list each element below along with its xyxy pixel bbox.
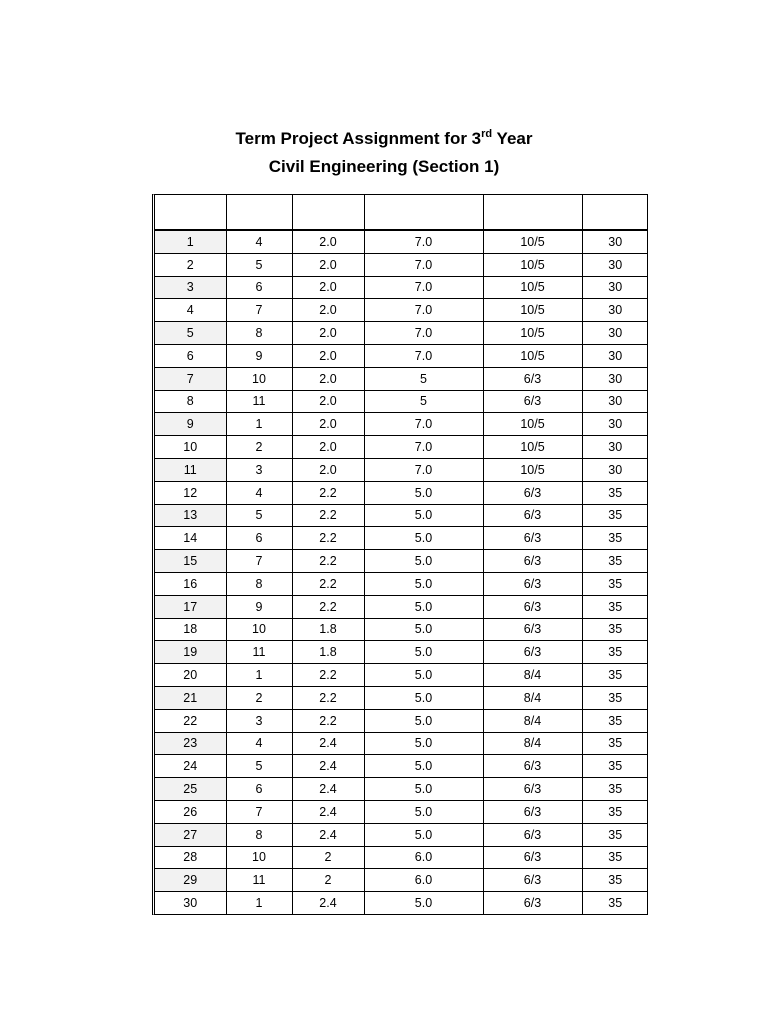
table-cell: 2.4 — [292, 778, 364, 801]
table-cell: 2.0 — [292, 299, 364, 322]
table-row — [155, 755, 648, 778]
table-cell: 35 — [582, 869, 648, 892]
row-number-cell: 23 — [155, 732, 226, 755]
table-cell: 7.0 — [364, 230, 483, 253]
table-cell: 35 — [582, 686, 648, 709]
table-cell: 7.0 — [364, 253, 483, 276]
title-line-2: Civil Engineering (Section 1) — [268, 157, 500, 176]
table-cell: 8 — [226, 322, 292, 345]
table-cell: 5.0 — [364, 686, 483, 709]
assignment-table — [155, 195, 648, 914]
table-cell: 7 — [226, 800, 292, 823]
table-row — [155, 595, 648, 618]
table-cell: 5.0 — [364, 892, 483, 914]
table-row — [155, 230, 648, 253]
column-header — [364, 195, 483, 230]
table-cell: 5 — [226, 253, 292, 276]
table-cell: 3 — [226, 709, 292, 732]
table-cell: 35 — [582, 755, 648, 778]
row-number-cell: 14 — [155, 527, 226, 550]
table-cell: 6/3 — [483, 800, 582, 823]
table-row — [155, 846, 648, 869]
table-cell: 6/3 — [483, 527, 582, 550]
table-cell: 8 — [226, 823, 292, 846]
table-cell: 30 — [582, 413, 648, 436]
table-cell: 2.2 — [292, 481, 364, 504]
table-cell: 7.0 — [364, 436, 483, 459]
table-cell: 7 — [226, 550, 292, 573]
table-cell: 6/3 — [483, 367, 582, 390]
table-row — [155, 709, 648, 732]
table-cell: 6/3 — [483, 778, 582, 801]
row-number-cell: 30 — [155, 892, 226, 914]
assignment-table-container — [152, 194, 648, 915]
table-cell: 6/3 — [483, 755, 582, 778]
table-cell: 10/5 — [483, 253, 582, 276]
column-header — [155, 195, 226, 230]
table-row — [155, 322, 648, 345]
column-header — [226, 195, 292, 230]
table-row — [155, 892, 648, 914]
table-cell: 2.0 — [292, 344, 364, 367]
table-cell: 2.0 — [292, 413, 364, 436]
table-cell: 6 — [226, 778, 292, 801]
table-cell: 3 — [226, 458, 292, 481]
table-cell: 7 — [226, 299, 292, 322]
table-cell: 2.2 — [292, 572, 364, 595]
table-cell: 2.0 — [292, 230, 364, 253]
table-cell: 2.2 — [292, 550, 364, 573]
row-number-cell: 15 — [155, 550, 226, 573]
table-cell: 35 — [582, 527, 648, 550]
table-cell: 10 — [226, 846, 292, 869]
title-line-1 — [0, 125, 768, 153]
table-cell: 8/4 — [483, 709, 582, 732]
table-row — [155, 686, 648, 709]
table-cell: 35 — [582, 778, 648, 801]
table-cell: 2.2 — [292, 527, 364, 550]
row-number-cell: 17 — [155, 595, 226, 618]
table-cell: 2 — [226, 686, 292, 709]
table-cell: 6/3 — [483, 572, 582, 595]
table-cell: 10/5 — [483, 458, 582, 481]
table-cell: 2.4 — [292, 732, 364, 755]
row-number-cell: 29 — [155, 869, 226, 892]
row-number-cell: 9 — [155, 413, 226, 436]
table-cell: 5 — [364, 367, 483, 390]
row-number-cell: 3 — [155, 276, 226, 299]
table-cell: 35 — [582, 892, 648, 914]
table-cell: 5.0 — [364, 618, 483, 641]
table-cell: 2.0 — [292, 436, 364, 459]
table-cell: 7.0 — [364, 413, 483, 436]
table-cell: 8 — [226, 572, 292, 595]
row-number-cell: 2 — [155, 253, 226, 276]
table-cell: 6/3 — [483, 618, 582, 641]
table-row — [155, 664, 648, 687]
table-cell: 5.0 — [364, 504, 483, 527]
table-cell: 2.2 — [292, 709, 364, 732]
table-cell: 1 — [226, 664, 292, 687]
row-number-cell: 24 — [155, 755, 226, 778]
table-cell: 2.4 — [292, 800, 364, 823]
table-cell: 6/3 — [483, 595, 582, 618]
table-cell: 11 — [226, 641, 292, 664]
table-body — [155, 230, 648, 914]
table-cell: 6.0 — [364, 869, 483, 892]
row-number-cell: 28 — [155, 846, 226, 869]
table-cell: 5.0 — [364, 481, 483, 504]
row-number-cell: 27 — [155, 823, 226, 846]
title-superscript: rd — [481, 128, 493, 140]
row-number-cell: 1 — [155, 230, 226, 253]
table-cell: 2.0 — [292, 367, 364, 390]
table-cell: 2.2 — [292, 595, 364, 618]
table-row — [155, 436, 648, 459]
table-row — [155, 504, 648, 527]
table-cell: 35 — [582, 732, 648, 755]
table-cell: 2.4 — [292, 892, 364, 914]
table-cell: 6/3 — [483, 550, 582, 573]
table-cell: 35 — [582, 664, 648, 687]
table-row — [155, 778, 648, 801]
table-cell: 7.0 — [364, 322, 483, 345]
table-cell: 35 — [582, 618, 648, 641]
table-cell: 10/5 — [483, 230, 582, 253]
table-cell: 30 — [582, 322, 648, 345]
table-cell: 5.0 — [364, 755, 483, 778]
table-cell: 30 — [582, 436, 648, 459]
table-cell: 30 — [582, 344, 648, 367]
row-number-cell: 25 — [155, 778, 226, 801]
table-cell: 1 — [226, 413, 292, 436]
table-cell: 30 — [582, 230, 648, 253]
row-number-cell: 20 — [155, 664, 226, 687]
table-cell: 35 — [582, 800, 648, 823]
table-cell: 35 — [582, 481, 648, 504]
table-cell: 1 — [226, 892, 292, 914]
table-row — [155, 869, 648, 892]
table-row — [155, 550, 648, 573]
table-cell: 30 — [582, 299, 648, 322]
table-header-row — [155, 195, 648, 230]
table-row — [155, 823, 648, 846]
table-cell: 5.0 — [364, 664, 483, 687]
table-cell: 8/4 — [483, 664, 582, 687]
page-title — [0, 125, 768, 181]
column-header — [292, 195, 364, 230]
table-cell: 10/5 — [483, 344, 582, 367]
table-cell: 35 — [582, 595, 648, 618]
table-cell: 6/3 — [483, 481, 582, 504]
table-row — [155, 299, 648, 322]
table-cell: 5.0 — [364, 595, 483, 618]
table-cell: 2 — [292, 846, 364, 869]
table-cell: 8/4 — [483, 732, 582, 755]
table-row — [155, 641, 648, 664]
table-cell: 6.0 — [364, 846, 483, 869]
table-cell: 30 — [582, 458, 648, 481]
row-number-cell: 18 — [155, 618, 226, 641]
table-cell: 5.0 — [364, 527, 483, 550]
table-row — [155, 800, 648, 823]
table-cell: 6/3 — [483, 892, 582, 914]
table-cell: 35 — [582, 709, 648, 732]
table-cell: 5.0 — [364, 641, 483, 664]
table-cell: 4 — [226, 481, 292, 504]
table-cell: 5.0 — [364, 778, 483, 801]
table-cell: 6/3 — [483, 846, 582, 869]
row-number-cell: 16 — [155, 572, 226, 595]
table-row — [155, 253, 648, 276]
table-row — [155, 367, 648, 390]
column-header — [582, 195, 648, 230]
table-cell: 6 — [226, 527, 292, 550]
row-number-cell: 19 — [155, 641, 226, 664]
table-cell: 30 — [582, 276, 648, 299]
table-cell: 5.0 — [364, 732, 483, 755]
table-cell: 2.0 — [292, 390, 364, 413]
row-number-cell: 12 — [155, 481, 226, 504]
table-cell: 35 — [582, 550, 648, 573]
table-cell: 5 — [364, 390, 483, 413]
table-cell: 6 — [226, 276, 292, 299]
row-number-cell: 26 — [155, 800, 226, 823]
row-number-cell: 5 — [155, 322, 226, 345]
table-row — [155, 413, 648, 436]
table-cell: 5.0 — [364, 572, 483, 595]
table-cell: 2.0 — [292, 276, 364, 299]
row-number-cell: 4 — [155, 299, 226, 322]
table-cell: 35 — [582, 504, 648, 527]
table-row — [155, 732, 648, 755]
table-row — [155, 390, 648, 413]
table-cell: 1.8 — [292, 618, 364, 641]
table-cell: 6/3 — [483, 390, 582, 413]
table-cell: 5.0 — [364, 823, 483, 846]
row-number-cell: 11 — [155, 458, 226, 481]
table-cell: 9 — [226, 595, 292, 618]
table-cell: 9 — [226, 344, 292, 367]
table-cell: 10/5 — [483, 436, 582, 459]
table-row — [155, 344, 648, 367]
table-cell: 6/3 — [483, 823, 582, 846]
table-row — [155, 527, 648, 550]
table-cell: 11 — [226, 390, 292, 413]
table-cell: 2.4 — [292, 755, 364, 778]
title-line-1-suffix: Year — [492, 129, 533, 148]
table-cell: 2.0 — [292, 253, 364, 276]
table-cell: 30 — [582, 367, 648, 390]
table-cell: 7.0 — [364, 276, 483, 299]
table-cell: 30 — [582, 253, 648, 276]
table-cell: 10/5 — [483, 322, 582, 345]
table-cell: 7.0 — [364, 344, 483, 367]
table-cell: 1.8 — [292, 641, 364, 664]
row-number-cell: 10 — [155, 436, 226, 459]
title-line-1-text: Term Project Assignment for 3 — [235, 129, 482, 148]
table-cell: 35 — [582, 846, 648, 869]
table-cell: 35 — [582, 823, 648, 846]
table-row — [155, 481, 648, 504]
table-cell: 10 — [226, 618, 292, 641]
table-row — [155, 276, 648, 299]
table-row — [155, 458, 648, 481]
table-cell: 8/4 — [483, 686, 582, 709]
table-cell: 10/5 — [483, 276, 582, 299]
table-cell: 2.2 — [292, 664, 364, 687]
row-number-cell: 21 — [155, 686, 226, 709]
table-cell: 4 — [226, 732, 292, 755]
table-cell: 5 — [226, 504, 292, 527]
table-cell: 6/3 — [483, 641, 582, 664]
table-cell: 10/5 — [483, 413, 582, 436]
table-cell: 7.0 — [364, 299, 483, 322]
table-cell: 10 — [226, 367, 292, 390]
table-cell: 2.2 — [292, 504, 364, 527]
table-cell: 6/3 — [483, 504, 582, 527]
table-cell: 4 — [226, 230, 292, 253]
table-cell: 6/3 — [483, 869, 582, 892]
table-cell: 35 — [582, 641, 648, 664]
table-cell: 5.0 — [364, 550, 483, 573]
table-cell: 11 — [226, 869, 292, 892]
table-cell: 5.0 — [364, 709, 483, 732]
table-row — [155, 572, 648, 595]
table-cell: 2 — [226, 436, 292, 459]
table-cell: 2.4 — [292, 823, 364, 846]
column-header — [483, 195, 582, 230]
row-number-cell: 7 — [155, 367, 226, 390]
table-cell: 35 — [582, 572, 648, 595]
table-row — [155, 618, 648, 641]
row-number-cell: 22 — [155, 709, 226, 732]
row-number-cell: 6 — [155, 344, 226, 367]
table-cell: 5.0 — [364, 800, 483, 823]
table-cell: 2.0 — [292, 458, 364, 481]
table-cell: 2 — [292, 869, 364, 892]
table-cell: 7.0 — [364, 458, 483, 481]
row-number-cell: 13 — [155, 504, 226, 527]
table-cell: 30 — [582, 390, 648, 413]
table-cell: 10/5 — [483, 299, 582, 322]
table-cell: 5 — [226, 755, 292, 778]
table-cell: 2.0 — [292, 322, 364, 345]
table-cell: 2.2 — [292, 686, 364, 709]
row-number-cell: 8 — [155, 390, 226, 413]
